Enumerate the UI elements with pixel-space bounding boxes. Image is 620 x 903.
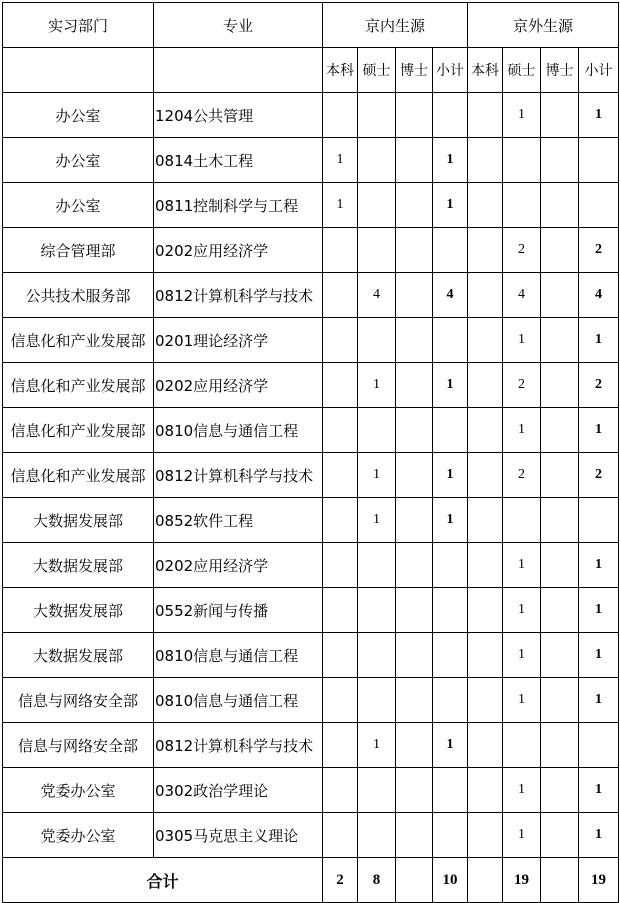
count-cell: [503, 498, 541, 543]
major-cell: 0812计算机科学与技术: [154, 723, 323, 768]
table-row: [3, 543, 619, 588]
subtotal-cell: 1: [433, 363, 468, 408]
dept-cell: 大数据发展部: [3, 498, 154, 543]
subtotal-cell: 1: [579, 588, 619, 633]
count-cell: [468, 273, 503, 318]
subtotal-cell: 2: [579, 363, 619, 408]
subheader-cell: 小计: [433, 48, 468, 93]
count-cell: [323, 768, 358, 813]
count-cell: [541, 93, 579, 138]
count-cell: [396, 408, 433, 453]
count-cell: [541, 228, 579, 273]
count-cell: [323, 318, 358, 363]
count-cell: [468, 498, 503, 543]
count-cell: [396, 723, 433, 768]
major-cell: 0814土木工程: [154, 138, 323, 183]
subtotal-cell: 4: [433, 273, 468, 318]
subtotal-cell: [433, 678, 468, 723]
header-dept: 实习部门: [3, 3, 154, 48]
count-cell: [358, 678, 396, 723]
count-cell: 2: [503, 228, 541, 273]
count-cell: [468, 138, 503, 183]
count-cell: [396, 588, 433, 633]
count-cell: 1: [358, 498, 396, 543]
count-cell: 1: [323, 138, 358, 183]
total-cell: [541, 858, 579, 903]
major-cell: 0852软件工程: [154, 498, 323, 543]
count-cell: 1: [323, 183, 358, 228]
subtotal-cell: 1: [579, 633, 619, 678]
subheader-cell: 本科: [468, 48, 503, 93]
count-cell: [468, 453, 503, 498]
dept-cell: 公共技术服务部: [3, 273, 154, 318]
dept-cell: 办公室: [3, 138, 154, 183]
subtotal-cell: [433, 93, 468, 138]
count-cell: 2: [503, 453, 541, 498]
count-cell: [358, 813, 396, 858]
count-cell: [323, 93, 358, 138]
subtotal-cell: [433, 633, 468, 678]
count-cell: [323, 408, 358, 453]
subtotal-cell: [433, 543, 468, 588]
major-cell: 0810信息与通信工程: [154, 633, 323, 678]
count-cell: [396, 183, 433, 228]
subtotal-cell: [579, 138, 619, 183]
count-cell: [541, 408, 579, 453]
total-cell: [396, 858, 433, 903]
header-row-1: [3, 3, 619, 48]
total-label: 合计: [3, 858, 323, 903]
dept-cell: 综合管理部: [3, 228, 154, 273]
subtotal-cell: [433, 408, 468, 453]
major-cell: 0202应用经济学: [154, 363, 323, 408]
count-cell: [323, 453, 358, 498]
major-cell: 0810信息与通信工程: [154, 408, 323, 453]
total-cell: 8: [358, 858, 396, 903]
dept-cell: 信息化和产业发展部: [3, 363, 154, 408]
table-row: [3, 633, 619, 678]
count-cell: [358, 588, 396, 633]
major-cell: 0812计算机科学与技术: [154, 453, 323, 498]
major-cell: 0552新闻与传播: [154, 588, 323, 633]
count-cell: [468, 633, 503, 678]
count-cell: [396, 138, 433, 183]
major-cell: 0202应用经济学: [154, 543, 323, 588]
count-cell: [541, 273, 579, 318]
subheader-cell: 小计: [579, 48, 619, 93]
count-cell: 1: [358, 453, 396, 498]
count-cell: 4: [358, 273, 396, 318]
dept-cell: 党委办公室: [3, 813, 154, 858]
count-cell: 1: [503, 93, 541, 138]
table-row: [3, 273, 619, 318]
subtotal-cell: 1: [579, 813, 619, 858]
subtotal-cell: [579, 723, 619, 768]
count-cell: [468, 318, 503, 363]
header-row-2: [3, 48, 619, 93]
table-row: [3, 498, 619, 543]
table-row: [3, 453, 619, 498]
table-row: [3, 678, 619, 723]
count-cell: 1: [503, 678, 541, 723]
total-row: [3, 858, 619, 903]
total-cell: 2: [323, 858, 358, 903]
count-cell: [503, 723, 541, 768]
subtotal-cell: 1: [433, 183, 468, 228]
subtotal-cell: [433, 588, 468, 633]
subheader-cell: 博士: [541, 48, 579, 93]
count-cell: 1: [503, 543, 541, 588]
count-cell: 1: [503, 633, 541, 678]
count-cell: 1: [503, 813, 541, 858]
count-cell: [323, 498, 358, 543]
dept-cell: 信息化和产业发展部: [3, 453, 154, 498]
count-cell: [468, 813, 503, 858]
table-row: [3, 138, 619, 183]
count-cell: [396, 543, 433, 588]
dept-cell: 信息化和产业发展部: [3, 318, 154, 363]
count-cell: [396, 318, 433, 363]
dept-cell: 大数据发展部: [3, 543, 154, 588]
major-cell: 0811控制科学与工程: [154, 183, 323, 228]
subheader-cell: 博士: [396, 48, 433, 93]
subtotal-cell: 1: [579, 678, 619, 723]
subheader-cell: 硕士: [358, 48, 396, 93]
total-cell: 10: [433, 858, 468, 903]
subtotal-cell: [579, 498, 619, 543]
count-cell: [358, 408, 396, 453]
count-cell: [323, 363, 358, 408]
count-cell: [468, 543, 503, 588]
count-cell: [468, 93, 503, 138]
subheader-cell: 硕士: [503, 48, 541, 93]
count-cell: [503, 138, 541, 183]
count-cell: 1: [503, 588, 541, 633]
count-cell: [396, 678, 433, 723]
count-cell: [323, 273, 358, 318]
table-row: [3, 363, 619, 408]
count-cell: [468, 363, 503, 408]
count-cell: [503, 183, 541, 228]
count-cell: [396, 228, 433, 273]
count-cell: [358, 93, 396, 138]
dept-cell: 信息化和产业发展部: [3, 408, 154, 453]
table-row: [3, 183, 619, 228]
count-cell: [358, 318, 396, 363]
count-cell: 1: [503, 408, 541, 453]
dept-cell: 大数据发展部: [3, 588, 154, 633]
count-cell: [468, 678, 503, 723]
subtotal-cell: 1: [579, 93, 619, 138]
subtotal-cell: 2: [579, 453, 619, 498]
subtotal-cell: 1: [579, 408, 619, 453]
table-row: [3, 813, 619, 858]
major-cell: 0305马克思主义理论: [154, 813, 323, 858]
count-cell: [358, 543, 396, 588]
count-cell: [468, 228, 503, 273]
count-cell: [541, 543, 579, 588]
subtotal-cell: [433, 318, 468, 363]
count-cell: 1: [358, 723, 396, 768]
subtotal-cell: 1: [433, 453, 468, 498]
major-cell: 0810信息与通信工程: [154, 678, 323, 723]
count-cell: [468, 723, 503, 768]
count-cell: [396, 453, 433, 498]
total-cell: 19: [503, 858, 541, 903]
subtotal-cell: [433, 228, 468, 273]
major-cell: 0202应用经济学: [154, 228, 323, 273]
major-cell: 1204公共管理: [154, 93, 323, 138]
table-row: [3, 318, 619, 363]
subtotal-cell: [579, 183, 619, 228]
dept-cell: 大数据发展部: [3, 633, 154, 678]
count-cell: [396, 93, 433, 138]
count-cell: [358, 138, 396, 183]
count-cell: [323, 588, 358, 633]
count-cell: [323, 543, 358, 588]
count-cell: [323, 228, 358, 273]
total-cell: [468, 858, 503, 903]
table-row: [3, 588, 619, 633]
dept-cell: 党委办公室: [3, 768, 154, 813]
count-cell: [541, 318, 579, 363]
dept-cell: 办公室: [3, 93, 154, 138]
subtotal-cell: 1: [433, 723, 468, 768]
count-cell: [541, 678, 579, 723]
internship-table: [2, 2, 619, 903]
dept-cell: 办公室: [3, 183, 154, 228]
count-cell: [358, 633, 396, 678]
major-cell: 0302政治学理论: [154, 768, 323, 813]
count-cell: [396, 273, 433, 318]
subtotal-cell: [433, 813, 468, 858]
header-beijing: 京内生源: [323, 3, 468, 48]
count-cell: 1: [503, 318, 541, 363]
count-cell: [541, 138, 579, 183]
count-cell: [541, 498, 579, 543]
count-cell: [323, 813, 358, 858]
major-cell: 0812计算机科学与技术: [154, 273, 323, 318]
header-major: 专业: [154, 3, 323, 48]
count-cell: [541, 453, 579, 498]
count-cell: 1: [503, 768, 541, 813]
count-cell: [541, 768, 579, 813]
table-row: [3, 93, 619, 138]
dept-cell: 信息与网络安全部: [3, 723, 154, 768]
subheader-cell: 本科: [323, 48, 358, 93]
subtotal-cell: [433, 768, 468, 813]
count-cell: [541, 588, 579, 633]
count-cell: [323, 723, 358, 768]
dept-cell: 信息与网络安全部: [3, 678, 154, 723]
subtotal-cell: 1: [433, 498, 468, 543]
subtotal-cell: 1: [579, 318, 619, 363]
count-cell: [468, 408, 503, 453]
count-cell: [468, 183, 503, 228]
count-cell: [323, 678, 358, 723]
subtotal-cell: 4: [579, 273, 619, 318]
major-cell: 0201理论经济学: [154, 318, 323, 363]
count-cell: [358, 768, 396, 813]
header-blank: [154, 48, 323, 93]
header-outside: 京外生源: [468, 3, 619, 48]
count-cell: [358, 228, 396, 273]
count-cell: [541, 633, 579, 678]
subtotal-cell: 1: [433, 138, 468, 183]
table-row: [3, 408, 619, 453]
table-row: [3, 768, 619, 813]
count-cell: [396, 768, 433, 813]
count-cell: [358, 183, 396, 228]
count-cell: [323, 633, 358, 678]
subtotal-cell: 1: [579, 768, 619, 813]
table-row: [3, 723, 619, 768]
count-cell: 4: [503, 273, 541, 318]
count-cell: [468, 588, 503, 633]
count-cell: [541, 813, 579, 858]
total-cell: 19: [579, 858, 619, 903]
count-cell: [396, 633, 433, 678]
table-body: [3, 93, 619, 858]
count-cell: [468, 768, 503, 813]
subtotal-cell: 2: [579, 228, 619, 273]
count-cell: [396, 813, 433, 858]
count-cell: [396, 363, 433, 408]
count-cell: [396, 498, 433, 543]
count-cell: [541, 363, 579, 408]
subtotal-cell: 1: [579, 543, 619, 588]
count-cell: 2: [503, 363, 541, 408]
count-cell: [541, 183, 579, 228]
count-cell: 1: [358, 363, 396, 408]
table-row: [3, 228, 619, 273]
count-cell: [541, 723, 579, 768]
header-blank: [3, 48, 154, 93]
